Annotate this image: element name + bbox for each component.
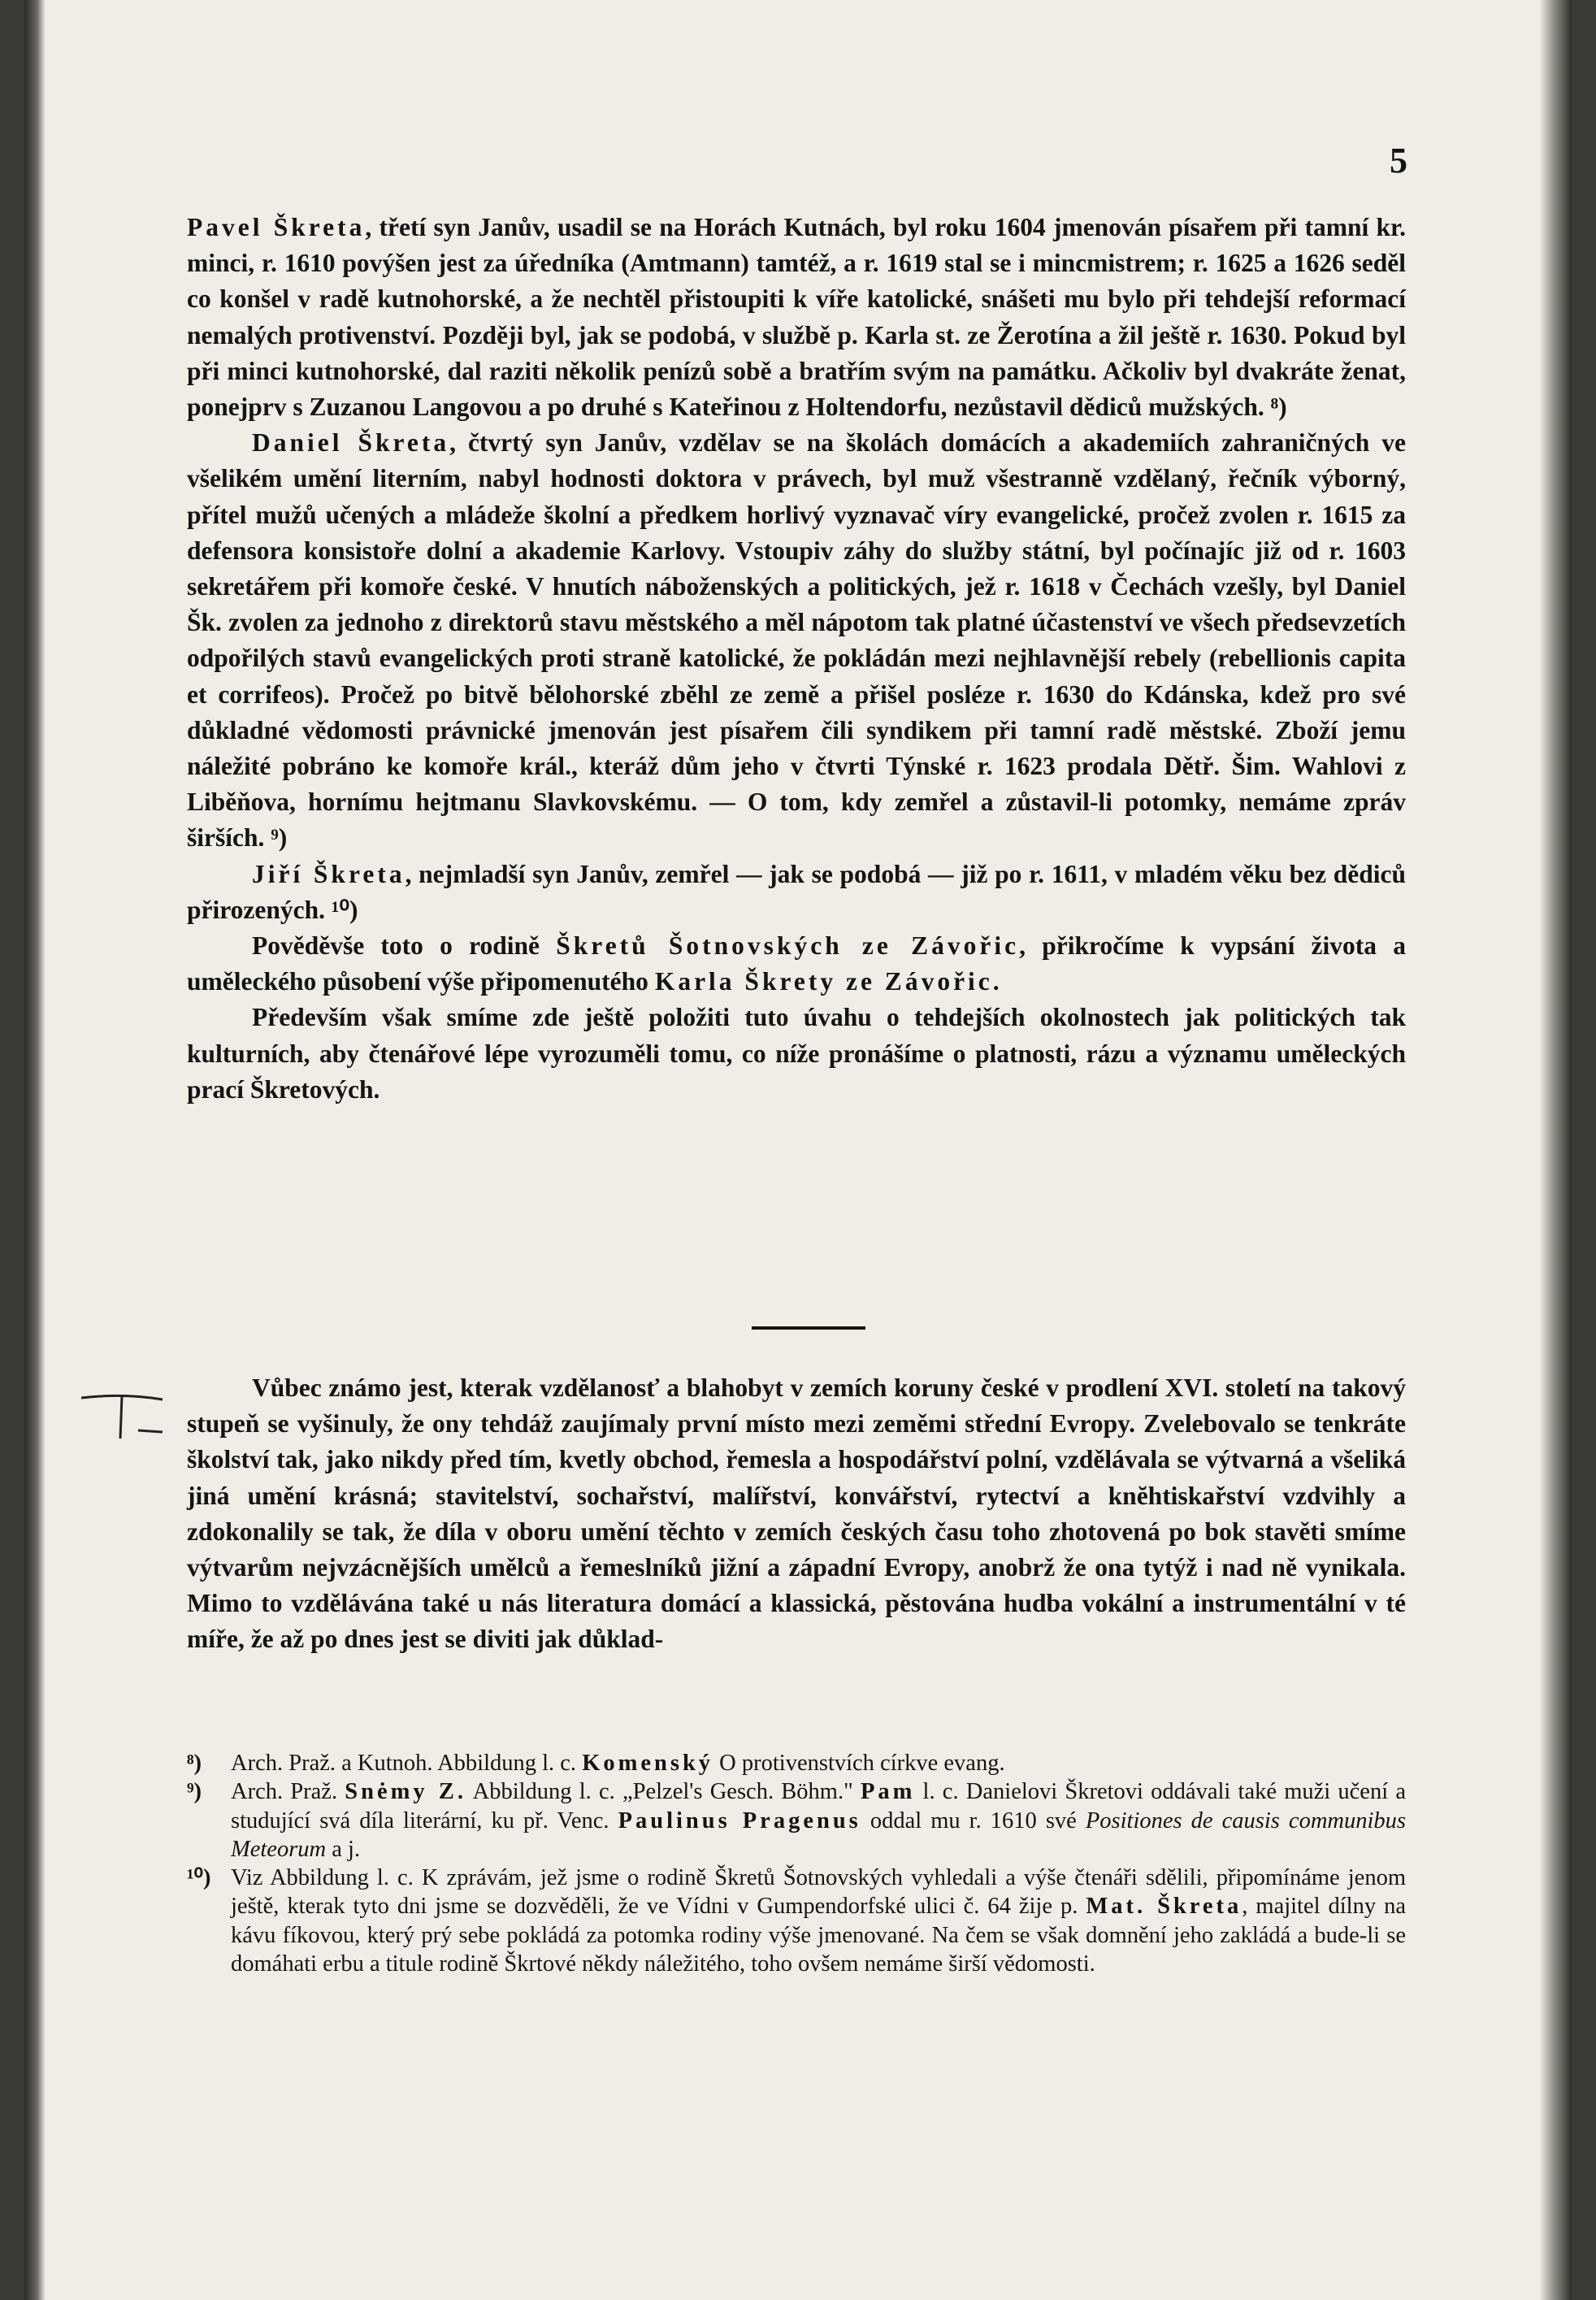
main-text-section-2 bbox=[187, 1370, 1406, 1658]
footnote-8: ⁸) Arch. Praž. a Kutnoh. Abbildung l. c. Komenský O protivenstvích církve evang. bbox=[187, 1751, 1005, 1776]
paragraph-jiri: Jiří Škreta, nejmladší syn Janův, zemřel — jak se podobá — již po r. 1611, v mladém věku bez dědiců přirozených. ¹⁰) bbox=[187, 859, 1407, 924]
page-edge-right bbox=[1539, 0, 1572, 2300]
footnote-10: ¹⁰) Viz Abbildung l. c. K zprávám, jež jsme o rodině Škretů Šotnovských vyhledali a výše čtenáři sdělili, připomínáme jenom ještě, kterak tyto dni jsme se dozvěděli, že ve Vídni v Gumpendorfské ulici č. 64 žije p. Mat. Škreta, majitel dílny na kávu fíkovou, který prý sebe pokládá za potomka rodiny výše jmenované. Na čem se však domnění jeho zakládá a bude-li se domáhati erbu a titule rodině Škrtové někdy náležitého, toho ovšem nemáme širší vědomosti. bbox=[187, 1865, 1406, 1977]
paragraph-transition: Pověděvše toto o rodině Škretů Šotnovských ze Závořic, přikročíme k vypsání života a uměleckého působení výše připomenutého Karla Škrety ze Závořic. bbox=[187, 931, 1406, 996]
footnotes bbox=[187, 1749, 1406, 1978]
paragraph-xvi-century: Vůbec známo jest, kterak vzdělanosť a blahobyt v zemích koruny české v prodlení XVI. století na takový stupeň se vyšinuly, že ony tehdáž zaujímaly první místo mezi zeměmi střední Evropy. Zvelebovalo se tenkráte školství tak, jako nikdy před tím, kvetly obchod, řemesla a hospodářství polní, vzdělávala se výtvarná a všeliká jiná umění krásná; stavitelství, sochařství, malířství, konvářství, rytectví a knĕhtiskařství vzdvihly a zdokonalily se tak, že díla v oboru umění těchto v zemích českých času toho zhotovená po bok stavěti smíme výtvarům nejvzácnějších umělců a řemeslníků jižní a západní Evropy, anobrž že ona tytýž i nad ně vynikala. Mimo to vzdělávána také u nás literatura domácí a klassická, pěstována hudba vokální a instrumentální v té míře, že až po dnes jest se diviti jak důklad- bbox=[187, 1373, 1406, 1654]
paragraph-daniel: Daniel Škreta, čtvrtý syn Janův, vzdělav se na školách domácích a akademiích zahraničných ve všelikém umění literním, nabyl hodnosti doktora v právech, byl muž všestranně vzdělaný, řečník výborný, přítel mužů učených a mládeže školní a předkem horlivý vyznavač víry evangelické, pročež zvolen r. 1615 za defensora konsistoře dolní a akademie Karlovy. Vstoupiv záhy do služby státní, byl počínajíc již od r. 1603 sekretářem při komoře české. V hnutích náboženských a politických, jež r. 1618 v Čechách vzešly, byl Daniel Šk. zvolen za jednoho z direktorů stavu městského a měl nápotom tak platné účastenství ve všech předsevzetích odpořilých stavů evangelických proti straně katolické, že pokládán mezi nejhlavnější rebely (rebellionis capita et corrifeos). Pročež po bitvě bělohorské zběhl ze země a přišel posléze r. 1630 do Kdánska, kdež pro své důkladné vědomosti právnické jmenován jest písařem čili syndikem při tamní radě městské. Zboží jemu náležité pobráno ke komoře král., kteráž dům jeho v čtvrti Týnské r. 1623 prodala Dětř. Šim. Wahlovi z Liběňova, hornímu hejtmanu Slavkovskému. — O tom, kdy zemřel a zůstavil-li potomky, nemáme zpráv širších. ⁹) bbox=[187, 428, 1406, 853]
margin-pencil-mark bbox=[73, 1382, 171, 1447]
footnote-9: ⁹) Arch. Praž. Snėmy Z. Abbildung l. c. „Pelzel's Gesch. Böhm." Pam l. c. Danielovi Škretovi oddávali také muži učení a studující svá díla literární, ku př. Venc. Paulinus Pragenus oddal mu r. 1610 své Positiones de causis communibus Meteorum a j. bbox=[187, 1779, 1407, 1862]
paragraph-circumstances: Především však smíme zde ještě položiti tuto úvahu o tehdejších okolnostech jak politických tak kulturních, aby čtenářové lépe vyrozuměli tomu, co níže pronášíme o platnosti, rázu a významu uměleckých prací Škretových. bbox=[187, 1003, 1406, 1104]
paragraph-pavel: Pavel Škreta, třetí syn Janův, usadil se na Horách Kutnách, byl roku 1604 jmenován písařem při tamní kr. minci, r. 1610 povýšen jest za úředníka (Amtmann) tamtéž, a r. 1619 stal se i mincmistrem; r. 1625 a 1626 seděl co konšel v radě kutnohorské, a že nechtěl přistoupiti k víře katolické, snášeti mu bylo při tehdejší reformací nemalých protivenství. Později byl, jak se podobá, v službě p. Karla st. ze Žerotína a žil ještě r. 1630. Pokud byl při minci kutnohorské, dal raziti několik penízů sobě a bratřím svým na památku. Ačkoliv byl dvakráte ženat, ponejprv s Zuzanou Langovou a po druhé s Kateřinou z Holtendorfu, nezůstavil dědiců mužských. ⁸) bbox=[187, 213, 1406, 422]
main-text-section-1 bbox=[187, 210, 1406, 1108]
document-page bbox=[24, 0, 1572, 2300]
section-divider bbox=[752, 1326, 865, 1330]
page-edge-left bbox=[24, 0, 46, 2300]
page-number: 5 bbox=[1390, 141, 1407, 180]
